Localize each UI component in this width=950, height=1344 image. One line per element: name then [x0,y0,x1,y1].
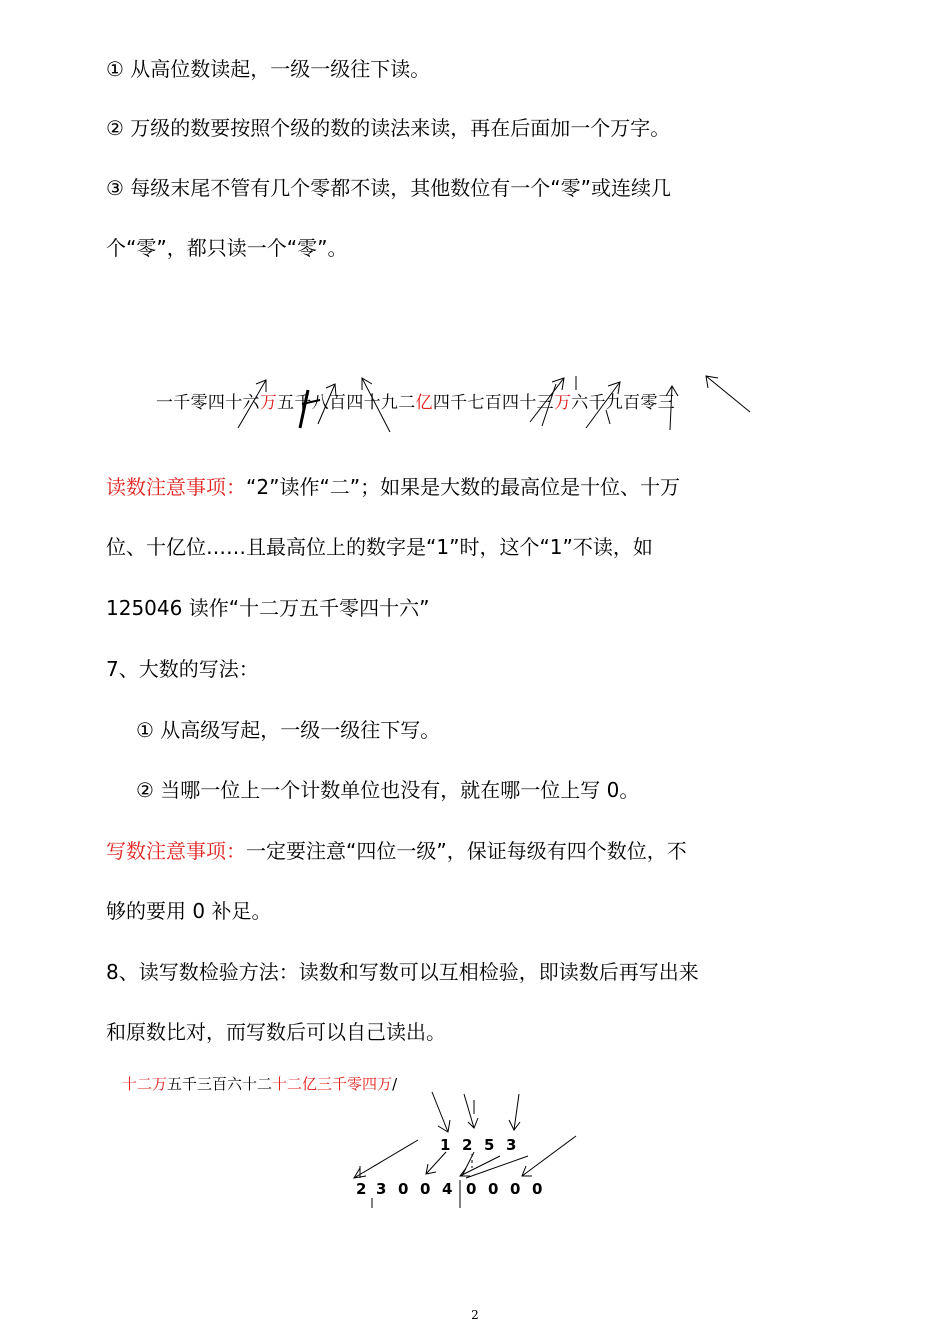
writing-rule-2: ② 当哪一位上一个计数单位也没有，就在哪一位上写 0。 [136,778,640,802]
reading-rule-3: ③ 每级末尾不管有几个零都不读，其他数位有一个“零”或连续几 [106,176,672,200]
bottom-digit: 2 [356,1180,367,1198]
writing-note-line-1 [106,837,687,865]
bottom-digit: 0 [420,1180,431,1198]
fig1-part: 五千八百四十九二 [277,393,416,413]
writing-note-label: 写数注意事项： [106,839,246,863]
check-method-line-2: 和原数比对，而写数后可以自己读出。 [106,1020,446,1044]
page-number: 2 [471,1308,479,1322]
writing-note-line-2: 够的要用 0 补足。 [106,899,272,923]
reading-note-label: 读数注意事项： [106,475,246,499]
reading-diagram-number-words [156,391,675,415]
check-method-line-1: 8、读写数检验方法：读数和写数可以互相检验，即读数后再写出来 [106,960,699,984]
fig1-wan-unit: 万 [259,393,278,413]
reading-note-line-3: 125046 读作“十二万五千零四十六” [106,596,430,620]
top-digit: 5 [484,1136,495,1154]
reading-note-line-1 [106,473,680,501]
fig2-part: 十二万 [122,1075,168,1093]
fig2-part: 三千零四万 [317,1075,393,1093]
top-digit: 2 [462,1136,473,1154]
writing-note-text: 一定要注意“四位一级”，保证每级有四个数位，不 [246,839,687,863]
fig1-part: 六千九百零三 [571,393,676,413]
fig2-part: 五千三百六十二 [167,1075,273,1093]
bottom-digit: 0 [532,1180,543,1198]
bottom-digit: 3 [376,1180,387,1198]
fig2-part: 十二亿 [272,1075,318,1093]
bottom-digit: 0 [398,1180,409,1198]
fig1-wan-unit: 万 [553,393,572,413]
reading-rule-1: ① 从高位数读起，一级一级往下读。 [106,57,431,81]
writing-diagram [118,1070,598,1210]
writing-diagram-figure [118,1070,598,1210]
reading-note-line-2: 位、十亿位……且最高位上的数字是“1”时，这个“1”不读，如 [106,535,653,559]
fig2-part: / [392,1075,398,1093]
bottom-digit: 0 [510,1180,521,1198]
reading-note-text: “2”读作“二”；如果是大数的最高位是十位、十万 [246,475,681,499]
writing-rule-1: ① 从高级写起，一级一级往下写。 [136,718,441,742]
fig1-yi-unit: 亿 [415,393,433,413]
top-digit: 3 [506,1136,517,1154]
writing-heading: 7、大数的写法： [106,657,259,681]
reading-diagram [150,370,760,440]
top-digit: 1 [440,1136,451,1154]
reading-rule-2: ② 万级的数要按照个级的数的读法来读，再在后面加一个万字。 [106,116,671,140]
fig1-part: 一千零四十六 [156,393,260,413]
bottom-digit: 0 [488,1180,499,1198]
fig1-part: 四千七百四十三 [432,393,554,413]
reading-rule-3-continued: 个“零”，都只读一个“零”。 [106,236,348,260]
bottom-digit: 0 [466,1180,477,1198]
bottom-digit: 4 [442,1180,453,1198]
